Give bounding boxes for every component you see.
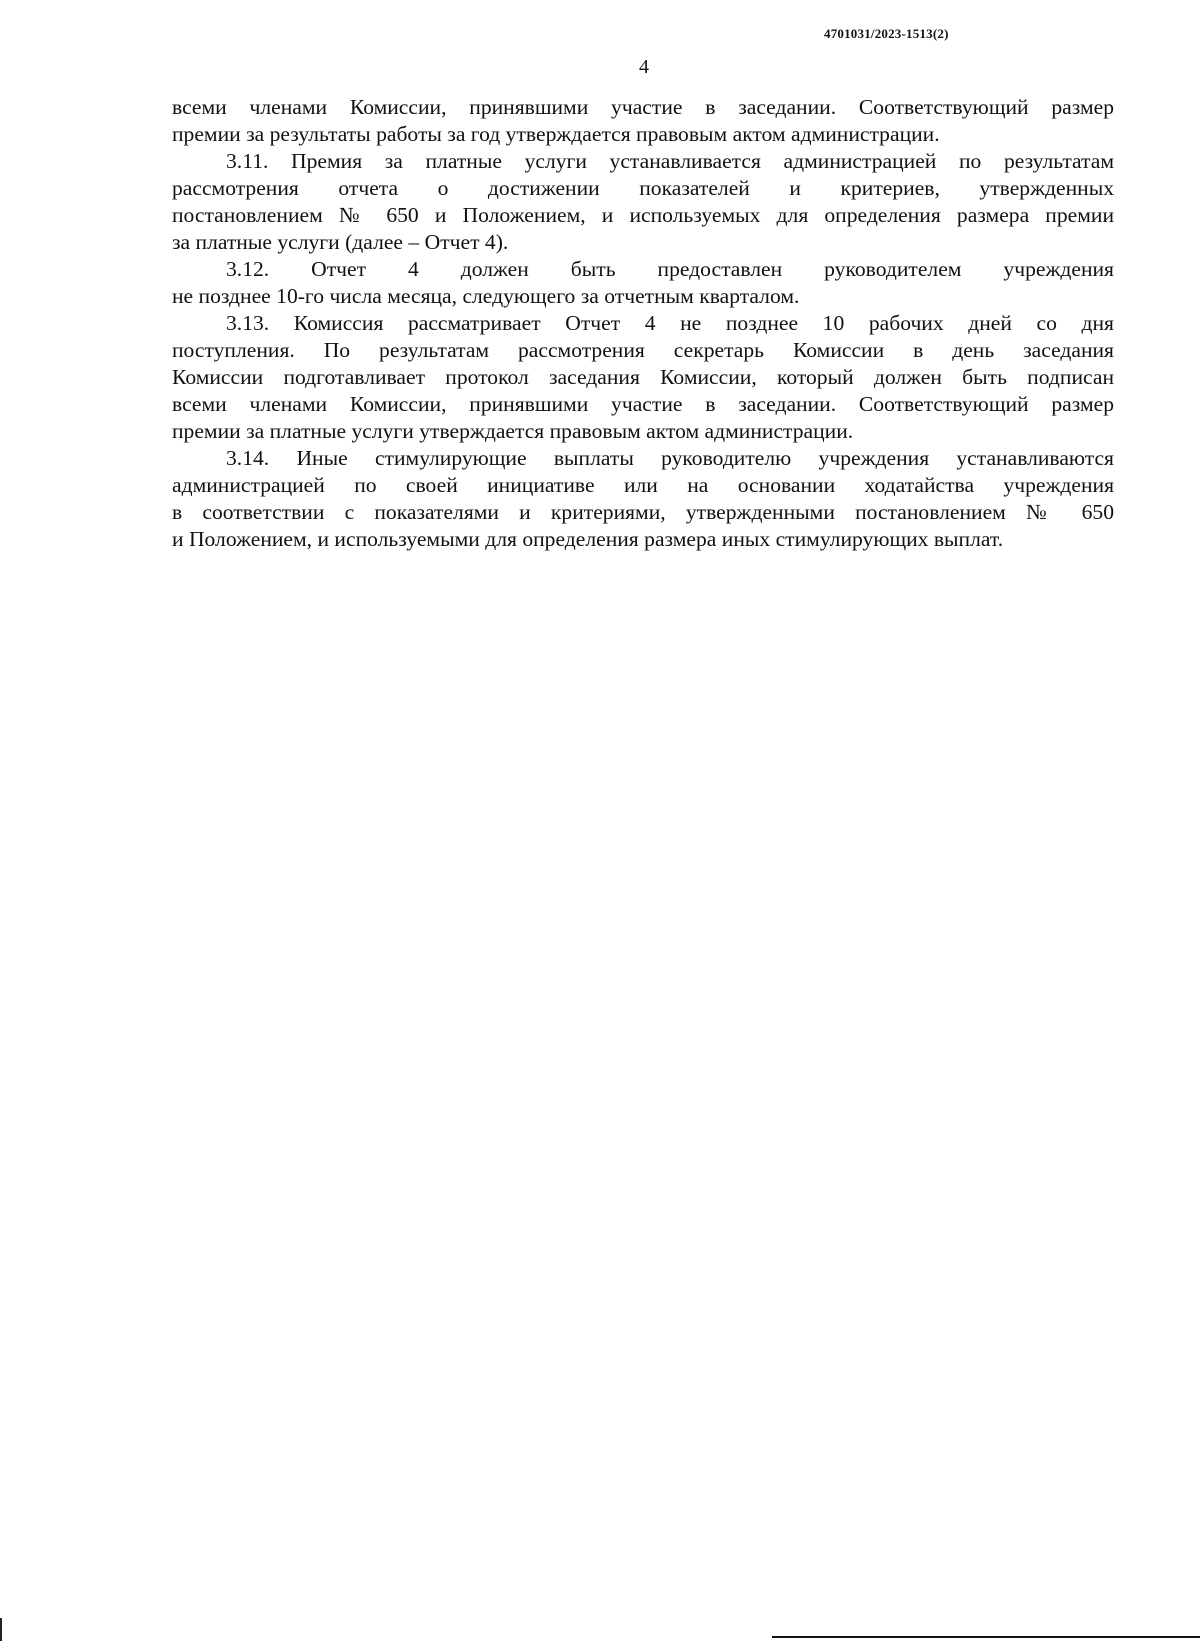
- text-line: 3.12. Отчет 4 должен быть предоставлен руководителем учреждения: [226, 257, 1114, 281]
- text-line: и Положением, и используемыми для определения размера иных стимулирующих выплат.: [172, 527, 1004, 551]
- text-line: премии за результаты работы за год утверждается правовым актом администрации.: [172, 122, 940, 146]
- scan-edge-mark: [0, 1618, 2, 1641]
- paragraph-continuation: [172, 94, 1114, 148]
- page-number: 4: [639, 56, 649, 78]
- text-line: в соответствии с показателями и критериями, утвержденными постановлением № 650: [172, 500, 1114, 524]
- text-line: постановлением № 650 и Положением, и используемых для определения размера премии: [172, 203, 1114, 227]
- paragraph-3-13: [172, 310, 1114, 445]
- text-line: всеми членами Комиссии, принявшими участие в заседании. Соответствующий размер: [172, 392, 1114, 416]
- text-line: 3.11. Премия за платные услуги устанавливается администрацией по результатам: [226, 149, 1114, 173]
- text-line: поступления. По результатам рассмотрения секретарь Комиссии в день заседания: [172, 338, 1114, 362]
- text-line: рассмотрения отчета о достижении показателей и критериев, утвержденных: [172, 176, 1114, 200]
- document-registration-number: 4701031/2023-1513(2): [824, 26, 949, 41]
- text-line: не позднее 10-го числа месяца, следующего за отчетным кварталом.: [172, 284, 800, 308]
- text-line: премии за платные услуги утверждается правовым актом администрации.: [172, 419, 854, 443]
- text-line: Комиссии подготавливает протокол заседания Комиссии, который должен быть подписан: [172, 365, 1114, 389]
- document-body: [172, 94, 1114, 553]
- paragraph-3-14: [172, 445, 1114, 553]
- text-line: за платные услуги (далее – Отчет 4).: [172, 230, 509, 254]
- paragraph-3-11: [172, 148, 1114, 256]
- text-line: администрацией по своей инициативе или на основании ходатайства учреждения: [172, 473, 1114, 497]
- text-line: 3.14. Иные стимулирующие выплаты руководителю учреждения устанавливаются: [226, 446, 1114, 470]
- paragraph-3-12: [172, 256, 1114, 310]
- text-line: 3.13. Комиссия рассматривает Отчет 4 не позднее 10 рабочих дней со дня: [226, 311, 1114, 335]
- text-line: всеми членами Комиссии, принявшими участие в заседании. Соответствующий размер: [172, 95, 1114, 119]
- footer-rule: [772, 1636, 1200, 1638]
